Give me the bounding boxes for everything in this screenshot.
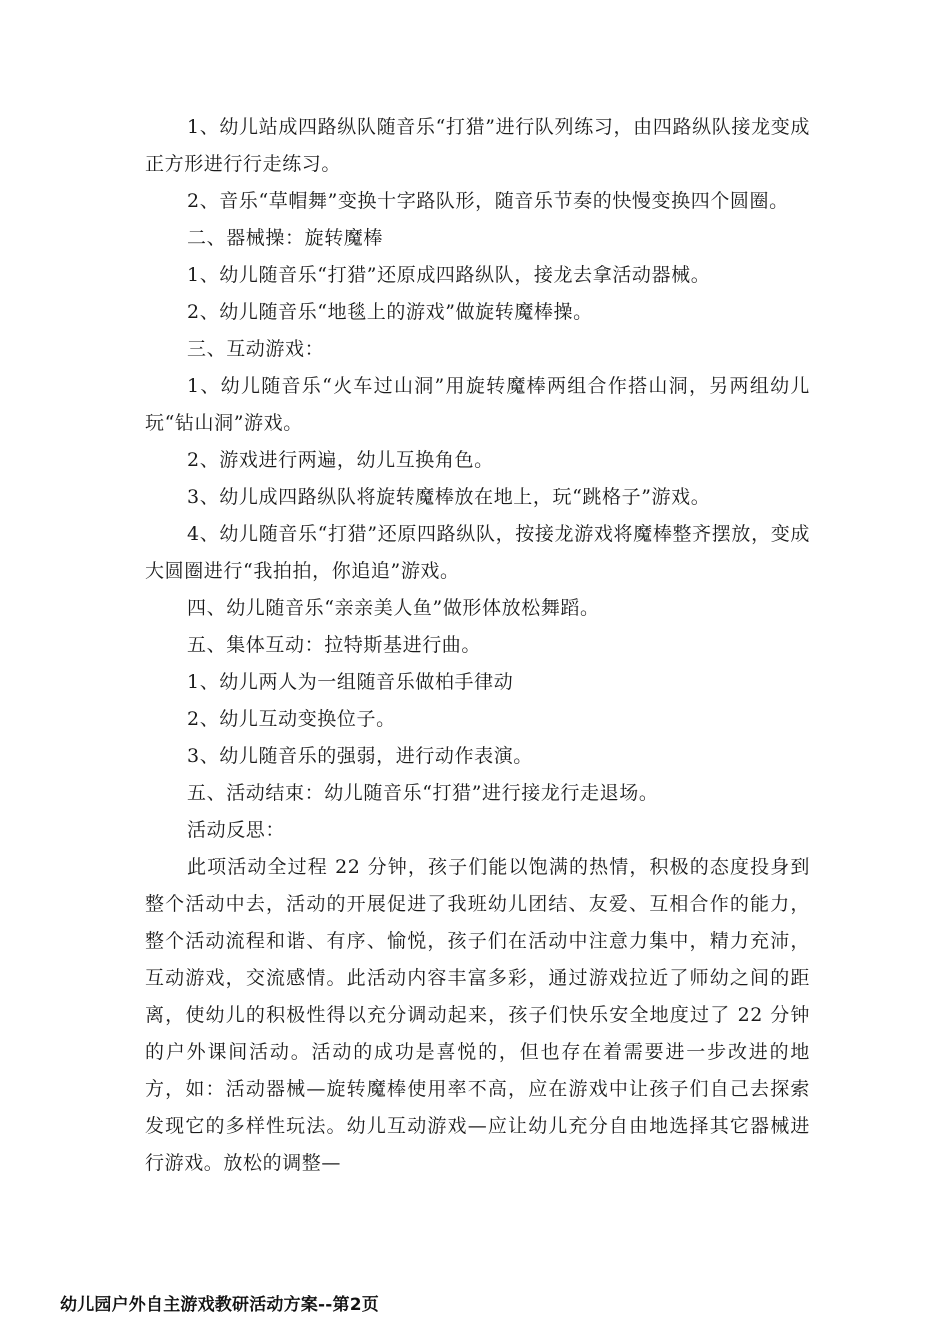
paragraph: 2、幼儿随音乐“地毯上的游戏”做旋转魔棒操。 [187, 301, 593, 323]
section-heading: 五、活动结束：幼儿随音乐“打猎”进行接龙行走退场。 [187, 782, 659, 804]
paragraph: 1、幼儿随音乐“打猎”还原成四路纵队，接龙去拿活动器械。 [187, 264, 711, 286]
paragraph: 2、音乐“草帽舞”变换十字路队形，随音乐节奏的快慢变换四个圆圈。 [187, 190, 789, 212]
paragraph: 3、幼儿成四路纵队将旋转魔棒放在地上，玩“跳格子”游戏。 [187, 486, 711, 508]
paragraph: 2、游戏进行两遍，幼儿互换角色。 [187, 449, 494, 471]
section-heading: 二、器械操：旋转魔棒 [187, 227, 384, 249]
page-footer: 幼儿园户外自主游戏教研活动方案--第2页 [60, 1295, 379, 1315]
paragraph: 2、幼儿互动变换位子。 [187, 708, 396, 730]
section-heading: 五、集体互动：拉特斯基进行曲。 [187, 634, 482, 656]
paragraph: 1、幼儿两人为一组随音乐做柏手律动 [187, 671, 514, 693]
document-body [145, 109, 810, 1182]
section-heading: 活动反思： [187, 819, 286, 841]
paragraph: 1、幼儿随音乐“火车过山洞”用旋转魔棒两组合作搭山洞，另两组幼儿玩“钻山洞”游戏。 [145, 375, 810, 434]
paragraph: 1、幼儿站成四路纵队随音乐“打猎”进行队列练习，由四路纵队接龙变成正方形进行行走练习。 [145, 116, 810, 175]
paragraph: 4、幼儿随音乐“打猎”还原四路纵队，按接龙游戏将魔棒整齐摆放，变成大圆圈进行“我拍拍，你追追”游戏。 [145, 523, 810, 582]
section-heading: 四、幼儿随音乐“亲亲美人鱼”做形体放松舞蹈。 [187, 597, 600, 619]
section-heading: 三、互动游戏： [187, 338, 325, 360]
paragraph: 3、幼儿随音乐的强弱，进行动作表演。 [187, 745, 533, 767]
reflection-paragraph: 此项活动全过程 22 分钟，孩子们能以饱满的热情，积极的态度投身到整个活动中去，活动的开展促进了我班幼儿团结、友爱、互相合作的能力，整个活动流程和谐、有序、愉悦，孩子们在活动中注意力集中，精力充沛，互动游戏，交流感情。此活动内容丰富多彩，通过游戏拉近了师幼之间的距离，使幼儿的积极性得以充分调动起来，孩子们快乐安全地度过了 22 分钟的户外课间活动。活动的成功是喜悦的，但也存在着需要进一步改进的地方，如：活动器械—旋转魔棒使用率不高，应在游戏中让孩子们自己去探索发现它的多样性玩法。幼儿互动游戏—应让幼儿充分自由地选择其它器械进行游戏。放松的调整— [145, 856, 810, 1174]
